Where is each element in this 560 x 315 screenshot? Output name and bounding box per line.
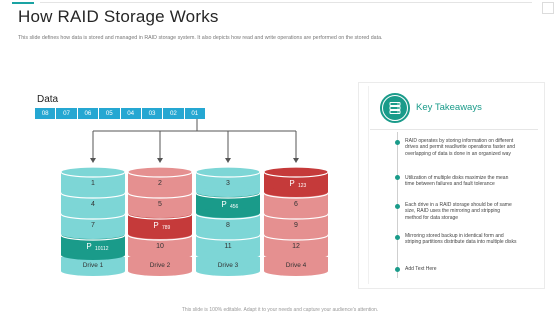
block-number: 8 [226,222,230,229]
segment-top [61,167,125,177]
segment-bottom [128,250,192,260]
parity-subscript: 10112 [95,246,109,252]
parity-label: P [153,221,159,230]
block-number: 1 [91,180,95,187]
data-block: 08 [35,108,55,119]
panel-side-line [368,86,369,284]
block-number: 6 [294,201,298,208]
block-number: 5 [158,201,162,208]
server-icon [383,96,407,120]
block-number: 3 [226,180,230,187]
segment-top [196,167,260,177]
drive-name: Drive 1 [82,262,104,269]
drive-name: Drive 3 [217,262,239,269]
footer-note: This slide is 100% editable. Adapt it to your needs and capture your audience's attention. [181,307,379,313]
connector-arrow [293,158,299,163]
takeaway-item: Each drive in a RAID storage should be of same size, RAID uses the mirroring and stripping method for data storage [405,202,512,221]
segment-bottom [196,208,260,218]
data-block: 07 [56,108,76,119]
takeaway-dot [395,235,400,240]
segment-bottom [128,208,192,218]
page-title: How RAID Storage Works [18,7,219,26]
connector-arrow [90,158,96,163]
data-block: 04 [121,108,141,119]
block-number: 4 [91,201,95,208]
parity-label: P [289,179,295,188]
parity-subscript: 123 [298,183,307,189]
data-block: 01 [185,108,205,119]
block-number: 10 [156,243,164,250]
key-takeaways-title: Key Takeaways [416,102,482,113]
segment-bottom [61,208,125,218]
connector-arrow [157,158,163,163]
drive-name: Drive 2 [149,262,171,269]
segment-bottom [61,250,125,260]
takeaway-dot [395,140,400,145]
segment-bottom [196,229,260,239]
segment-bottom [196,187,260,197]
block-number: 2 [158,180,162,187]
parity-label: P [86,242,92,251]
data-block: 03 [142,108,162,119]
segment-bottom [128,187,192,197]
takeaway-dot [395,267,400,272]
parity-subscript: 456 [230,204,239,210]
segment-bottom [264,229,328,239]
segment-bottom [128,229,192,239]
block-number: 12 [292,243,300,250]
segment-bottom [196,250,260,260]
takeaway-item: Mirroring stored backup in identical form and striping partitions distribute data into multiple disks [405,233,517,246]
connector-arrow [225,158,231,163]
parity-subscript: 789 [162,225,171,231]
segment-top [128,167,192,177]
segment-bottom [264,208,328,218]
page-subtitle: This slide defines how data is stored and managed in RAID storage system. It also depicts how read and write operations are performed on the stored data. [18,35,383,41]
block-number: 11 [224,243,232,250]
key-takeaways-rule [370,129,538,130]
takeaway-dot [395,204,400,209]
data-label: Data [37,94,59,105]
takeaway-item: RAID operates by storing information on different drives and permit read/write operations faster and overlapping of data is done in an organized way [405,138,516,157]
drive-name: Drive 4 [285,262,307,269]
takeaway-dot [395,175,400,180]
segment-bottom [264,187,328,197]
takeaway-item: Utilization of multiple disks maximize the mean time between failures and fault tolerance [405,175,509,188]
block-number: 9 [294,222,298,229]
block-number: 7 [91,222,95,229]
parity-label: P [221,200,227,209]
segment-bottom [61,229,125,239]
data-block: 05 [99,108,119,119]
data-block: 02 [163,108,183,119]
segment-bottom [61,187,125,197]
segment-top [264,167,328,177]
data-block: 06 [78,108,98,119]
segment-bottom [264,250,328,260]
takeaway-item: Add Text Here [405,266,437,272]
